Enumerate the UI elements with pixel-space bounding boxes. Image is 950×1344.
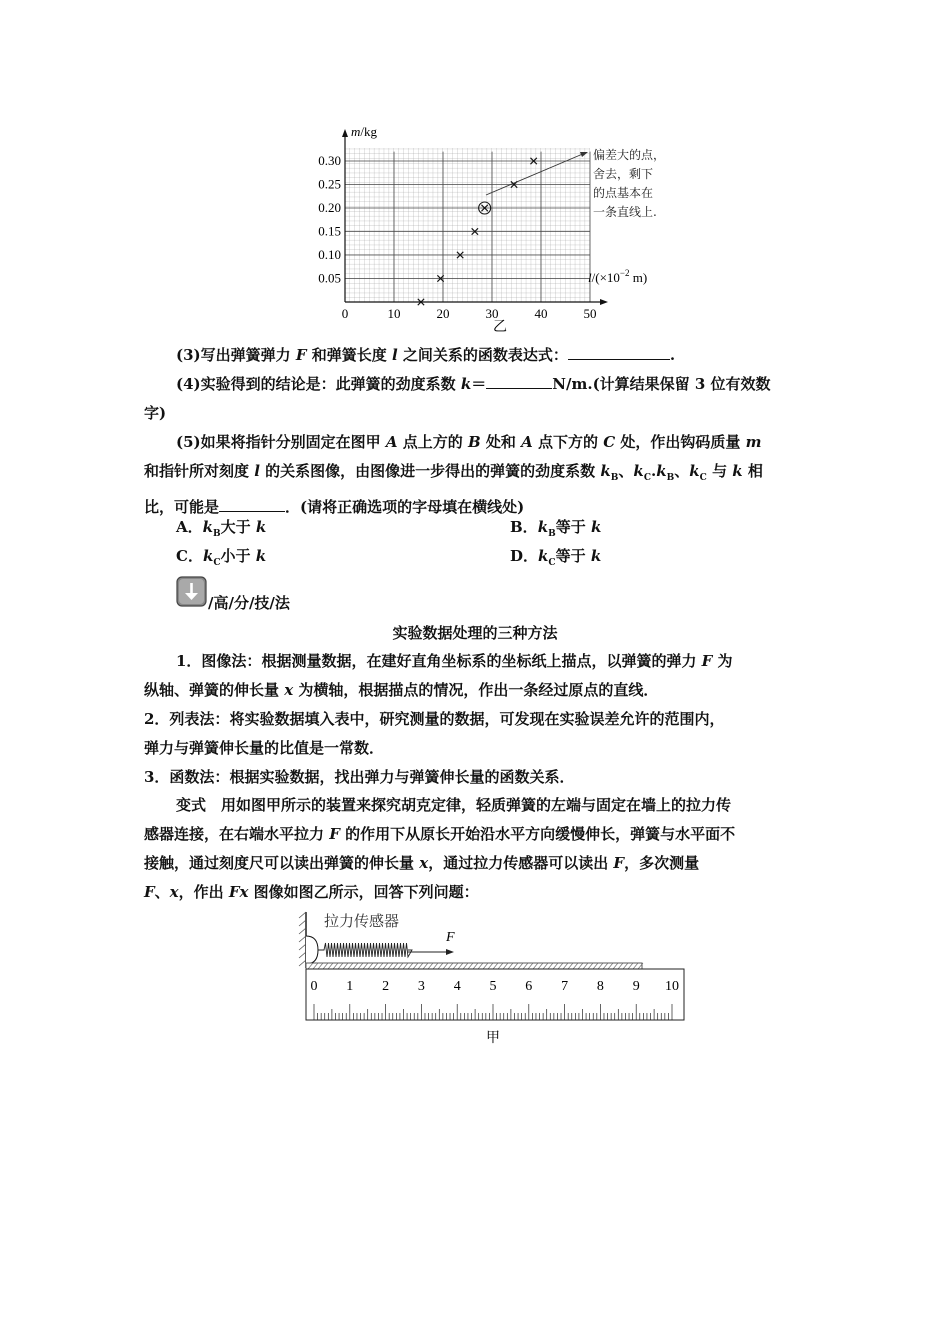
spring [318,943,412,957]
y-tick-label: 0.15 [318,223,341,239]
ruler-label: 7 [561,979,569,994]
ruler-label: 1 [346,979,354,994]
ruler-label: 8 [596,979,604,994]
figure-caption: 甲 [486,1031,500,1046]
variant-question: 变式 用如图甲所示的装置来探究胡克定律，轻质弹簧的左端与固定在墙上的拉力传 感器连接，在右端水平拉力 F 的作用下从原长开始沿水平方向缓慢伸长，弹簧与水平面不 接触，通过刻度尺可以读出弹簧的伸长量 x，通过拉力传感器可以读出 F，多次测量 F、x，作出 Fx 图像如图乙所示，回答下列问题： [144,796,736,901]
y-tick-label: 0.25 [318,176,341,192]
ruler-label: 2 [382,979,390,994]
y-tick-label: 0.10 [318,247,341,262]
sensor-label: 拉力传感器 [324,914,400,930]
answer-blank-q5[interactable] [219,497,285,512]
ruler-label: 3 [417,979,425,994]
ruler-label: 10 [665,979,679,994]
ruler-label: 4 [453,979,461,994]
option-b[interactable]: B．$k_B$等于 k [510,518,602,539]
download-icon [176,576,207,607]
option-c[interactable]: C．$k_C$小于 k [176,547,267,568]
question-4: (4)实验得到的结论是：此弹簧的劲度系数 k＝ N/m.(计算结果保留 3 位有效数 字) [144,375,771,422]
x-tick-label: 30 [485,306,499,321]
y-axis-label: m/kg [351,124,378,139]
ruler-label: 9 [632,979,640,994]
section-heading: 实验数据处理的三种方法 [392,624,558,642]
y-tick-label: 0.05 [318,270,341,286]
x-tick-label: 10 [387,306,401,321]
y-tick-label: 0.20 [318,200,341,215]
annotation-line-1: 偏差大的点， [593,148,666,162]
wall [299,912,306,968]
methods-section: 1．图像法：根据测量数据，在建好直角坐标系的坐标纸上描点，以弹簧的弹力 F 为 纵轴、弹簧的伸长量 x 为横轴，根据描点的情况，作出一条经过原点的直线． 2．列表法：将实验数据填入表中，研究测量的数据，可发现在实验误差允许的范围内， 弹力与弹簧伸长量的比值是一常数． 3．函数法：根据实验数据，找出弹力与弹簧伸长量的函数关系． [144,652,733,786]
tip-label: /高/分/技/法 [208,594,290,612]
x-axis-label: $l/(\times 10^{-2}$ m) [588,268,648,285]
annotation-line-4: 一条直线上. [593,205,657,219]
x-tick-label: 20 [436,306,450,321]
answer-blank-q4[interactable] [486,374,552,389]
spring-ruler-figure [296,906,696,1051]
ruler [306,969,684,1020]
annotation-line-3: 的点基本在 [593,186,654,200]
x-tick-label: 0 [341,306,349,321]
force-sensor [306,936,318,964]
plot-area [342,129,608,305]
x-tick-label: 40 [534,306,548,321]
annotation-line-2: 舍去，剩下 [593,167,654,181]
ruler-label: 6 [525,979,533,994]
ruler-label: 0 [310,979,318,994]
option-a[interactable]: A．$k_B$大于 k [176,518,267,539]
force-label: F [446,930,455,945]
x-tick-labels [342,306,597,321]
question-5: (5)如果将指针分别固定在图甲 A 点上方的 B 处和 A 点下方的 C 处，作出钩码质量 m 和指针所对刻度 l 的关系图像，由图像进一步得出的弹簧的劲度系数 $k_B$、$k_C.k_B$、$k_C$ 与 k 相 比，可能是 ．(请将正确选项的字母填在横线处) [144,433,763,516]
y-tick-label: 0.30 [318,153,341,168]
ruler-label: 5 [489,979,497,994]
question-3: (3)写出弹簧弹力 F 和弹簧长度 l 之间关系的函数表达式： . [176,346,676,364]
answer-blank-q3[interactable] [568,345,670,360]
x-tick-label: 50 [583,306,597,321]
option-d[interactable]: D．$k_C$等于 k [510,547,602,568]
y-tick-labels [318,153,341,286]
chart-caption: 乙 [493,320,507,335]
